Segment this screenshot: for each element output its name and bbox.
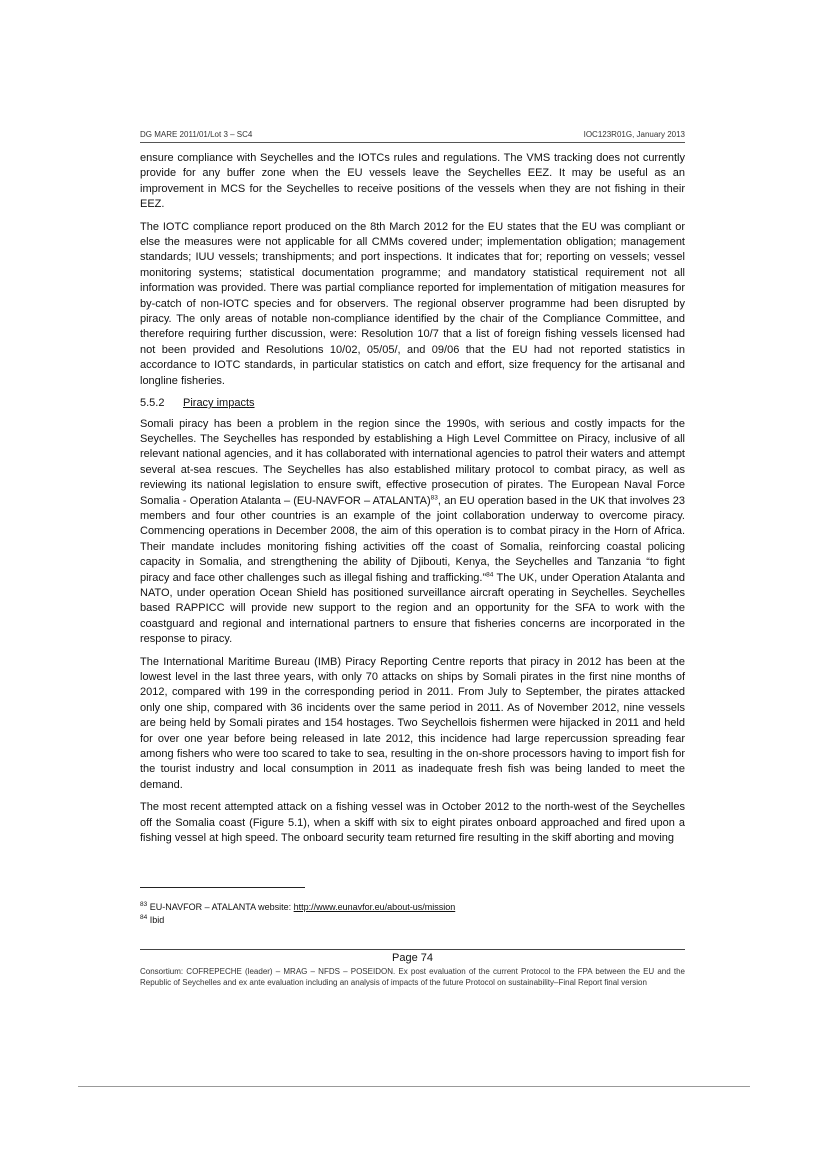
footnote-84-text: Ibid: [149, 915, 165, 925]
section-number: 5.5.2: [140, 397, 165, 410]
paragraph-somali-piracy: [140, 417, 685, 648]
paragraph-recent-attack: The most recent attempted attack on a fishing vessel was in October 2012 to the north-west of the Seychelles off the Somalia coast (Figure 5.1), when a skiff with six to eight pirates onboard approached and fired upon a fishing vessel at high speed. The onboard security team returned fire resulting in the skiff aborting and moving: [140, 801, 685, 845]
header-doc-ref: DG MARE 2011/01/Lot 3 – SC4: [140, 130, 253, 139]
footnote-84: [140, 914, 455, 927]
footnote-separator: [140, 887, 305, 888]
footnote-83-link[interactable]: http://www.eunavfor.eu/about-us/mission: [293, 902, 456, 912]
paragraph-vms: ensure compliance with Seychelles and the IOTCs rules and regulations. The VMS tracking does not currently provide for any buffer zone when the EU vessels leave the Seychelles EEZ. It may be useful as an improvement in MCS for the Seychelles to receive positions of the vessels when they are not fishing in their EEZ.: [140, 152, 685, 211]
footer-separator: [140, 949, 685, 950]
paragraph-somali-piracy-part3: The UK, under Operation Atalanta and NATO, under operation Ocean Shield has positioned surveillance aircraft operating in Seychelles. Seychelles based RAPPICC will provide new support to the region and an opportunity for the SFA to work with the coastguard and regional and international partners to ensure that fisheries concerns are incorporated in the response to piracy.: [140, 571, 685, 646]
footer-consortium: Consortium: COFREPECHE (leader) – MRAG – NFDS – POSEIDON. Ex post evaluation of the current Protocol to the FPA between the EU and the Republic of Seychelles and ex ante evaluation including an analysis of impacts of the future Protocol on sustainability–Final Report final version: [140, 967, 685, 987]
footnote-83: [140, 901, 455, 914]
page-number: Page 74: [392, 952, 433, 964]
header-report-id: IOC123R01G, January 2013: [583, 130, 685, 139]
section-title: Piracy impacts: [183, 397, 255, 410]
paragraph-compliance-report: The IOTC compliance report produced on the 8th March 2012 for the EU states that the EU was compliant or else the measures were not applicable for all CMMs covered under; implementation obligation; management standards; IUU vessels; transhipments; and port inspections. It indicates that for; reporting on vessels; vessel monitoring systems; statistical documentation programme; and mandatory statistical requirement not all information was provided. There was partial compliance reported for implementation of mitigation measures for by-catch of non-IOTC species and for observers. The regional observer programme had been disrupted by piracy. The only areas of notable non-compliance identified by the chair of the Compliance Committee, and therefore requiring further discussion, were: Resolution 10/7 that a list of foreign fishing vessels licensed had not been provided and Resolutions 10/02, 05/05/, and 09/06 that the EU had not reported statistics in accordance to IOTC standards, in particular statistics on catch and effort, size frequency for the artisanal and longline fisheries.: [140, 220, 685, 387]
footnote-83-text: EU-NAVFOR – ATALANTA website:: [149, 902, 294, 912]
paragraph-somali-piracy-part2: , an EU operation based in the UK that involves 23 members and four other countries is an example of the joint collaboration underway to overcome piracy. Commencing operations in December 2008, the aim of this operation is to combat piracy in the Horn of Africa. Their mandate includes monitoring fishing activities off the coast of Somalia, reinforcing coastal policing capacity in Somalia, and strengthening the ability of Djibouti, Kenya, the Seychelles and Tanzania “to fight piracy and face other challenges such as illegal fishing and trafficking.”: [140, 494, 685, 584]
footnote-ref-83[interactable]: 83: [430, 493, 438, 501]
paragraph-somali-piracy-part1: Somali piracy has been a problem in the region since the 1990s, with serious and costly impacts for the Seychelles. The Seychelles has responded by establishing a High Level Committee on Piracy, inclusive of all relevant national agencies, and it has collaborated with international agencies to patrol their waters and attempt several at-sea rescues. The Seychelles has also established military protocol to combat piracy, as well as reviewing its national legislation to ensure swift, effective prosecution of pirates. The European Naval Force Somalia - Operation Atalanta – (EU-NAVFOR – ATALANTA): [140, 417, 685, 507]
section-heading: [140, 396, 685, 411]
page-header: [140, 128, 685, 143]
footnotes: [140, 901, 455, 927]
footnote-number-84: 84: [140, 914, 148, 921]
paragraph-imb-report: The International Maritime Bureau (IMB) Piracy Reporting Centre reports that piracy in 2012 has been at the lowest level in the last three years, with only 70 attacks on ships by Somali pirates in the first nine months of 2012, compared with 199 in the corresponding period in 2011. From July to September, the pirates attacked only one ship, compared with 36 incidents over the same period in 2011. As of November 2012, nine vessels are being held by Somali pirates and 154 hostages. Two Seychellois fishermen were hijacked in 2011 and held for over one year before being released in late 2012, this incidence had large repercussion spreading fear among fishers who were too scared to take to sea, resulting in the on-shore processors having to import fish for the tourist industry and local consumption in 2011 as inadequate fresh fish was being landed to meet the demand.: [140, 655, 685, 791]
footnote-ref-84[interactable]: 84: [486, 570, 494, 578]
body-text: [140, 151, 685, 853]
page-bottom-divider: [78, 1086, 750, 1087]
footnote-number-83: 83: [140, 901, 148, 908]
